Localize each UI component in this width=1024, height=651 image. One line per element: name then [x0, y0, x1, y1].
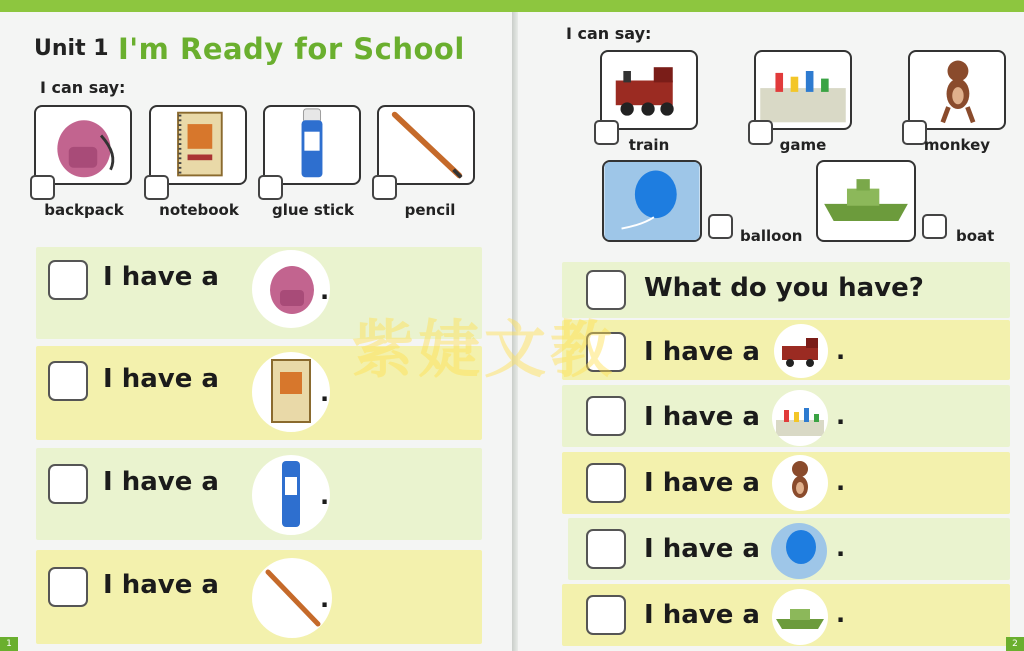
- i-can-say-heading: I can say:: [40, 78, 126, 97]
- i-can-say-heading-right: I can say:: [566, 24, 652, 43]
- row-2-text: I have a: [103, 364, 219, 394]
- unit-label: Unit 1: [34, 36, 109, 61]
- balloon-row-text: I have a: [644, 534, 760, 564]
- vocab-label-glue-stick: glue stick: [271, 201, 355, 219]
- vocab-label-backpack: backpack: [44, 201, 124, 219]
- monkey-row-text: I have a: [644, 468, 760, 498]
- top-green-bar: [0, 0, 1024, 12]
- balloon-row-period: .: [836, 534, 846, 562]
- game-row-text: I have a: [644, 402, 760, 432]
- row-4-period: .: [320, 585, 330, 613]
- page-title: I'm Ready for School: [118, 32, 465, 66]
- backpack-picture-small: [252, 250, 330, 328]
- row-3-text: I have a: [103, 467, 219, 497]
- boat-picture: [816, 160, 916, 242]
- train-row-text: I have a: [644, 337, 760, 367]
- notebook-checkbox[interactable]: [144, 175, 169, 200]
- backpack-picture: [34, 105, 132, 185]
- right-page-number: 2: [1006, 637, 1024, 651]
- row-3-period: .: [320, 482, 330, 510]
- game-row-period: .: [836, 402, 846, 430]
- vocab-label-boat: boat: [956, 227, 995, 245]
- row-1-text: I have a: [103, 262, 219, 292]
- vocab-label-monkey: monkey: [923, 136, 991, 154]
- glue-stick-picture: [263, 105, 361, 185]
- boat-row-text: I have a: [644, 600, 760, 630]
- row-1-checkbox[interactable]: [48, 260, 88, 300]
- vocab-label-balloon: balloon: [740, 227, 803, 245]
- game-picture: [754, 50, 852, 130]
- row-4-text: I have a: [103, 570, 219, 600]
- balloon-picture: [602, 160, 702, 242]
- boat-checkbox[interactable]: [922, 214, 947, 239]
- train-row-period: .: [836, 337, 846, 365]
- train-picture-small: [774, 324, 828, 378]
- balloon-picture-small: [771, 523, 827, 579]
- notebook-picture: [149, 105, 247, 185]
- balloon-checkbox[interactable]: [708, 214, 733, 239]
- game-row-checkbox[interactable]: [586, 396, 626, 436]
- balloon-row-checkbox[interactable]: [586, 529, 626, 569]
- row-3-checkbox[interactable]: [48, 464, 88, 504]
- row-2-checkbox[interactable]: [48, 361, 88, 401]
- boat-row-checkbox[interactable]: [586, 595, 626, 635]
- boat-picture-small: [772, 589, 828, 645]
- monkey-picture: [908, 50, 1006, 130]
- vocab-label-game: game: [779, 136, 827, 154]
- monkey-row-period: .: [836, 468, 846, 496]
- backpack-checkbox[interactable]: [30, 175, 55, 200]
- pencil-checkbox[interactable]: [372, 175, 397, 200]
- vocab-label-train: train: [628, 136, 670, 154]
- row-4-checkbox[interactable]: [48, 567, 88, 607]
- game-picture-small: [772, 390, 828, 446]
- glue-stick-picture-small: [252, 455, 330, 535]
- watermark: 紫婕文教: [352, 313, 617, 386]
- train-picture: [600, 50, 698, 130]
- notebook-picture-small: [252, 352, 330, 432]
- question-text: What do you have?: [644, 273, 924, 303]
- left-page-number: 1: [0, 637, 18, 651]
- vocab-label-pencil: pencil: [404, 201, 456, 219]
- glue-stick-checkbox[interactable]: [258, 175, 283, 200]
- vocab-label-notebook: notebook: [159, 201, 239, 219]
- monkey-picture-small: [772, 455, 828, 511]
- boat-row-period: .: [836, 600, 846, 628]
- row-2-period: .: [320, 379, 330, 407]
- row-1-period: .: [320, 277, 330, 305]
- pencil-picture: [377, 105, 475, 185]
- monkey-row-checkbox[interactable]: [586, 463, 626, 503]
